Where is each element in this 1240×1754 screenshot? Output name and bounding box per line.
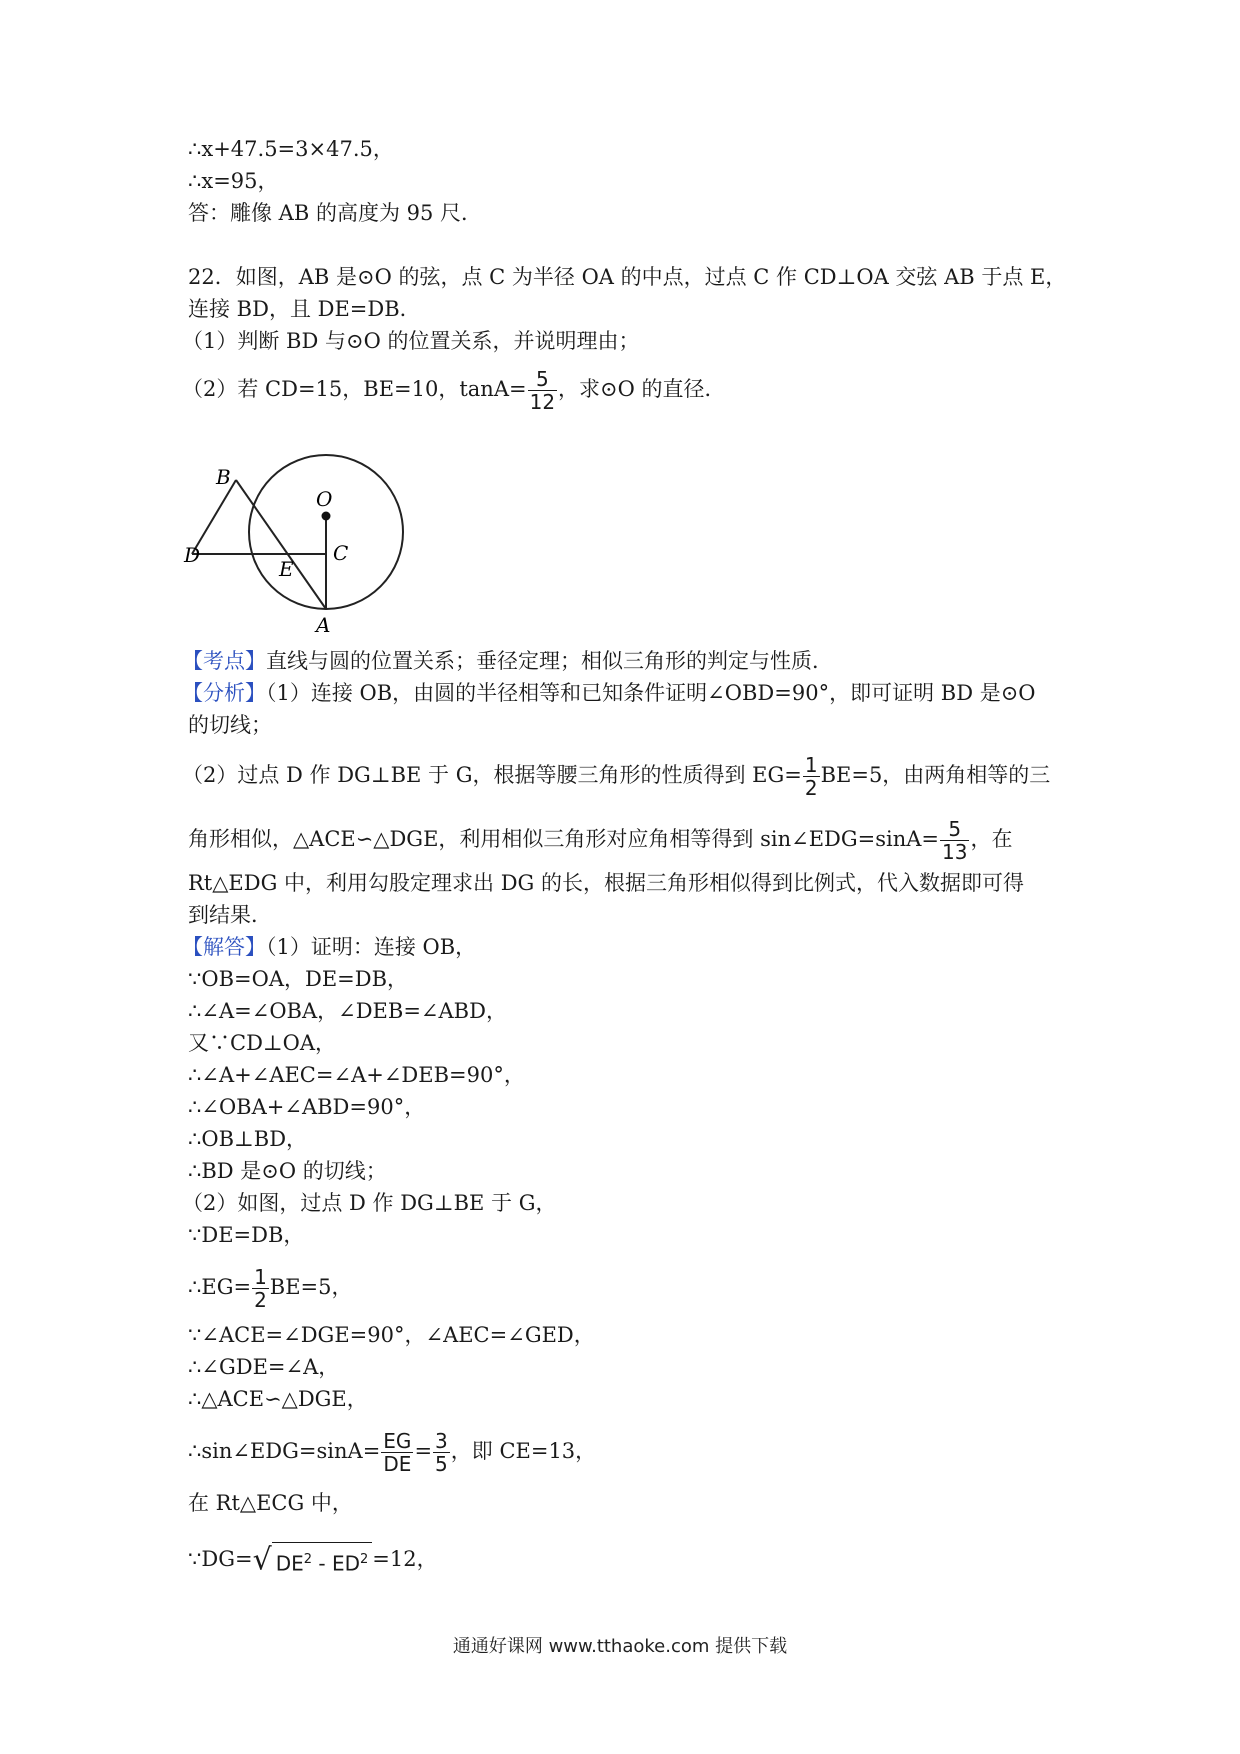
fenxi-line bbox=[182, 678, 1036, 708]
proof-line: 在 Rt△ECG 中， bbox=[188, 1491, 353, 1515]
radicand-term: DE bbox=[275, 1551, 304, 1576]
proof-text: ，即 CE=13， bbox=[450, 1439, 597, 1463]
problem-stem: 22．如图，AB 是⊙O 的弦，点 C 为半径 OA 的中点，过点 C 作 CD⊥OA 交弦 AB 于点 E， bbox=[188, 265, 1067, 289]
fenxi-line: Rt△EDG 中，利用勾股定理求出 DG 的长，根据三角形相似得到比例式，代入数据即可得 bbox=[188, 871, 1024, 895]
proof-text: ∴sin∠EDG=sinA= bbox=[188, 1439, 381, 1463]
proof-text: =12， bbox=[372, 1546, 438, 1571]
proof-line bbox=[188, 1266, 353, 1311]
proof-line: ∴∠A=∠OBA，∠DEB=∠ABD， bbox=[188, 999, 507, 1023]
question-2-text: ，求⊙O 的直径． bbox=[558, 377, 726, 401]
proof-line: （2）如图，过点 D 作 DG⊥BE 于 G， bbox=[182, 1191, 557, 1215]
fraction-numerator: 5 bbox=[940, 818, 969, 841]
page-footer: 通通好课网 www.tthaoke.com 提供下载 bbox=[452, 1636, 788, 1657]
fraction-numerator: 1 bbox=[254, 1265, 267, 1289]
fraction bbox=[381, 1430, 413, 1475]
label-e: E bbox=[279, 557, 294, 581]
fenxi-text: ，在 bbox=[970, 827, 1013, 851]
fenxi-line bbox=[182, 754, 1050, 799]
label-b: B bbox=[216, 465, 231, 489]
fenxi-line: 到结果． bbox=[188, 903, 272, 927]
fenxi-text: BE=5，由两角相等的三 bbox=[820, 763, 1051, 787]
fenxi-tag: 【分析】 bbox=[182, 681, 266, 705]
kaodian-tag: 【考点】 bbox=[182, 649, 266, 673]
fraction-numerator: EG bbox=[383, 1429, 412, 1453]
fraction-denominator: 2 bbox=[254, 1288, 267, 1312]
fraction bbox=[803, 754, 820, 799]
proof-line: ∴∠GDE=∠A， bbox=[188, 1355, 340, 1379]
proof-line: ∴OB⊥BD， bbox=[188, 1127, 308, 1151]
jieda-text: （1）证明：连接 OB， bbox=[266, 935, 477, 959]
proof-line: ∵∠ACE=∠DGE=90°，∠AEC=∠GED， bbox=[188, 1323, 595, 1347]
proof-line: ∴∠A+∠AEC=∠A+∠DEB=90°， bbox=[188, 1063, 525, 1087]
label-o: O bbox=[316, 487, 333, 511]
fraction-denominator: 2 bbox=[804, 776, 818, 800]
proof-line: ∵OB=OA，DE=DB， bbox=[188, 967, 409, 991]
fenxi-text: （2）过点 D 作 DG⊥BE 于 G，根据等腰三角形的性质得到 EG= bbox=[182, 763, 802, 787]
question-2 bbox=[182, 368, 726, 413]
kaodian-text: 直线与圆的位置关系；垂径定理；相似三角形的判定与性质． bbox=[266, 649, 833, 673]
fenxi-text: 角形相似，△ACE∽△DGE，利用相似三角形对应角相等得到 sin∠EDG=sinA= bbox=[188, 827, 940, 851]
label-a: A bbox=[316, 613, 331, 637]
proof-line: 又∵CD⊥OA， bbox=[188, 1031, 337, 1055]
center-point-o bbox=[322, 512, 331, 521]
radical-icon: √ bbox=[252, 1542, 272, 1578]
problem-stem: 连接 BD，且 DE=DB． bbox=[188, 297, 421, 321]
fraction bbox=[528, 368, 557, 413]
label-d: D bbox=[184, 543, 201, 567]
fraction bbox=[252, 1266, 269, 1311]
square-root bbox=[253, 1542, 373, 1579]
fenxi-line: 的切线； bbox=[188, 713, 272, 737]
fraction bbox=[433, 1430, 450, 1475]
kaodian-line bbox=[182, 646, 833, 676]
fraction-denominator: 12 bbox=[529, 390, 556, 414]
fraction-numerator: 1 bbox=[804, 753, 818, 777]
fraction-numerator: 5 bbox=[528, 368, 557, 391]
fraction-denominator: 13 bbox=[942, 840, 968, 864]
fraction-denominator: DE bbox=[383, 1452, 412, 1476]
proof-text: BE=5， bbox=[269, 1275, 353, 1299]
proof-line bbox=[188, 1542, 438, 1579]
fraction-denominator: 5 bbox=[435, 1452, 448, 1476]
exponent: 2 bbox=[360, 1552, 369, 1567]
jieda-line bbox=[182, 932, 476, 962]
fraction bbox=[940, 818, 969, 863]
label-c: C bbox=[333, 541, 349, 565]
fenxi-text: （1）连接 OB，由圆的半径相等和已知条件证明∠OBD=90°，即可证明 BD 是⊙O bbox=[266, 681, 1036, 705]
fraction-numerator: 3 bbox=[435, 1429, 448, 1453]
solution-line: ∴x=95， bbox=[188, 169, 279, 193]
jieda-tag: 【解答】 bbox=[182, 935, 266, 959]
solution-line: ∴x+47.5=3×47.5， bbox=[188, 137, 394, 161]
equals-sign: = bbox=[414, 1439, 433, 1463]
exponent: 2 bbox=[303, 1552, 313, 1567]
radicand-term: - ED bbox=[312, 1551, 360, 1576]
proof-line: ∵DE=DB， bbox=[188, 1223, 305, 1247]
proof-line: ∴∠OBA+∠ABD=90°， bbox=[188, 1095, 426, 1119]
radicand bbox=[272, 1542, 373, 1579]
proof-line: ∴△ACE∽△DGE， bbox=[188, 1387, 368, 1411]
proof-text: ∵DG= bbox=[188, 1546, 253, 1571]
proof-text: ∴EG= bbox=[188, 1275, 252, 1299]
proof-line: ∴BD 是⊙O 的切线； bbox=[188, 1159, 387, 1183]
proof-line bbox=[188, 1430, 596, 1475]
geometry-figure bbox=[186, 440, 426, 640]
question-1: （1）判断 BD 与⊙O 的位置关系，并说明理由； bbox=[182, 329, 640, 353]
fenxi-line bbox=[188, 818, 1012, 863]
question-2-text: （2）若 CD=15，BE=10，tanA= bbox=[182, 377, 527, 401]
answer-line: 答：雕像 AB 的高度为 95 尺． bbox=[188, 201, 483, 225]
